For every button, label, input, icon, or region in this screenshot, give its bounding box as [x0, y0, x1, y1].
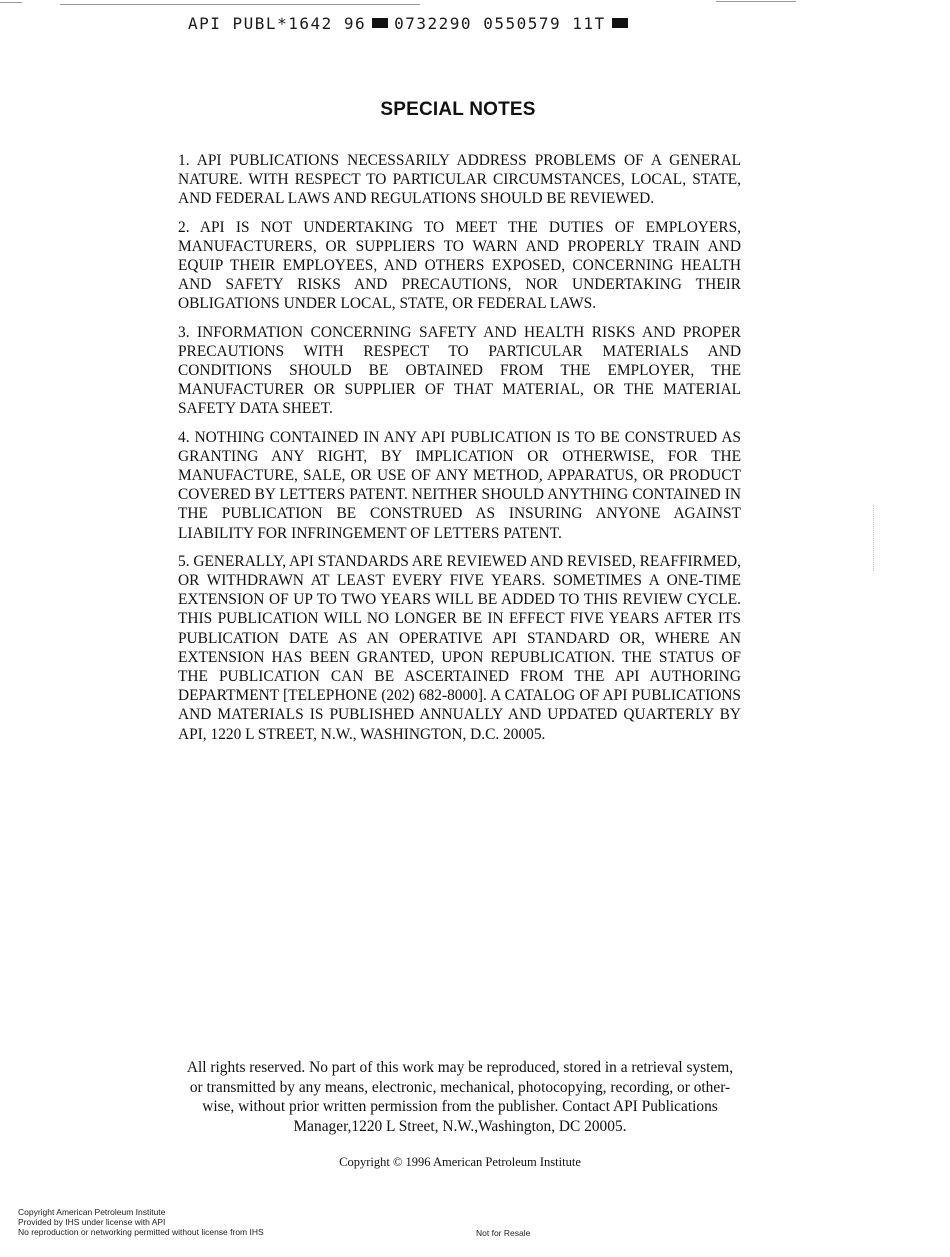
note-1: 1. API PUBLICATIONS NECESSARILY ADDRESS PROBLEMS OF A GENERAL NATURE. WITH RESPECT TO PARTICULAR CIRCUMSTANCES, LOCAL, STATE, AND FEDERAL LAWS AND REGULATIONS SHOULD BE REVIEWED. [178, 152, 741, 208]
copyright-notice: Copyright © 1996 American Petroleum Institute [339, 1155, 581, 1169]
note-5: 5. GENERALLY, API STANDARDS ARE REVIEWED AND REVISED, REAFFIRMED, OR WITHDRAWN AT LEAST EVERY FIVE YEARS. SOMETIMES A ONE-TIME EXTENSION OF UP TO TWO YEARS WILL BE ADDED TO THIS REVIEW CYCLE. THIS PUBLICATION WILL NO LONGER BE IN EFFECT FIVE YEARS AFTER ITS PUBLICATION DATE AS AN OPERATIVE API STANDARD OR, WHERE AN EXTENSION HAS BEEN GRANTED, UPON REPUBLICATION. THE STATUS OF THE PUBLICATION CAN BE ASCERTAINED FROM THE API AUTHORING DEPARTMENT [TELEPHONE (202) 682-8000]. A CATALOG OF API PUBLICATIONS AND MATERIALS IS PUBLISHED ANNUALLY AND UPDATED QUARTERLY BY API, 1220 L STREET, N.W., WASHINGTON, D.C. 20005. [178, 552, 741, 743]
rights-line: Manager,1220 L Street, N.W.,Washington, DC 20005. [293, 1117, 627, 1135]
page-title: SPECIAL NOTES [380, 99, 536, 120]
note-2: 2. API IS NOT UNDERTAKING TO MEET THE DUTIES OF EMPLOYERS, MANUFACTURERS, OR SUPPLIERS TO WARN AND PROPERLY TRAIN AND EQUIP THEIR EMPLOYEES, AND OTHERS EXPOSED, CONCERNING HEALTH AND SAFETY RISKS AND PRECAUTIONS, NOR UNDERTAKING THEIR OBLIGATIONS UNDER LOCAL, STATE, OR FEDERAL LAWS. [178, 218, 741, 313]
rights-line: or transmitted by any means, electronic, mechanical, photocopying, recording, or other- [189, 1078, 731, 1096]
redaction-block [372, 18, 388, 28]
redaction-block [612, 18, 628, 28]
document-code-part-2: 0732290 0550579 11T [394, 14, 606, 33]
rights-line: All rights reserved. No part of this work may be reproduced, stored in a retrieval system, [186, 1059, 734, 1076]
margin-scan-mark [873, 505, 877, 571]
note-3: 3. INFORMATION CONCERNING SAFETY AND HEALTH RISKS AND PROPER PRECAUTIONS WITH RESPECT TO PARTICULAR MATERIALS AND CONDITIONS SHOULD BE OBTAINED FROM THE EMPLOYER, THE MANUFACTURER OR SUPPLIER OF THAT MATERIAL, OR THE MATERIAL SAFETY DATA SHEET. [178, 323, 741, 418]
license-footer [18, 1207, 264, 1237]
document-code-header [188, 14, 634, 33]
document-code-part-1: API PUBL*1642 96 [188, 14, 367, 33]
special-notes-list [178, 151, 741, 753]
scan-artifact-line [0, 2, 22, 3]
scan-artifact-line [60, 4, 420, 5]
footer-line: Provided by IHS under license with API [18, 1217, 166, 1227]
scan-artifact-line [716, 1, 796, 2]
note-4: 4. NOTHING CONTAINED IN ANY API PUBLICATION IS TO BE CONSTRUED AS GRANTING ANY RIGHT, BY IMPLICATION OR OTHERWISE, FOR THE MANUFACTURE, SALE, OR USE OF ANY METHOD, APPARATUS, OR PRODUCT COVERED BY LETTERS PATENT. NEITHER SHOULD ANYTHING CONTAINED IN THE PUBLICATION BE CONSTRUED AS INSURING ANYONE AGAINST LIABILITY FOR INFRINGEMENT OF LETTERS PATENT. [178, 428, 741, 542]
not-for-resale-label: Not for Resale [476, 1228, 531, 1238]
footer-line: No reproduction or networking permitted without license from IHS [18, 1227, 264, 1237]
rights-statement [170, 1058, 750, 1136]
rights-line: wise, without prior written permission from the publisher. Contact API Publications [202, 1098, 718, 1115]
footer-line: Copyright American Petroleum Institute [18, 1207, 166, 1217]
